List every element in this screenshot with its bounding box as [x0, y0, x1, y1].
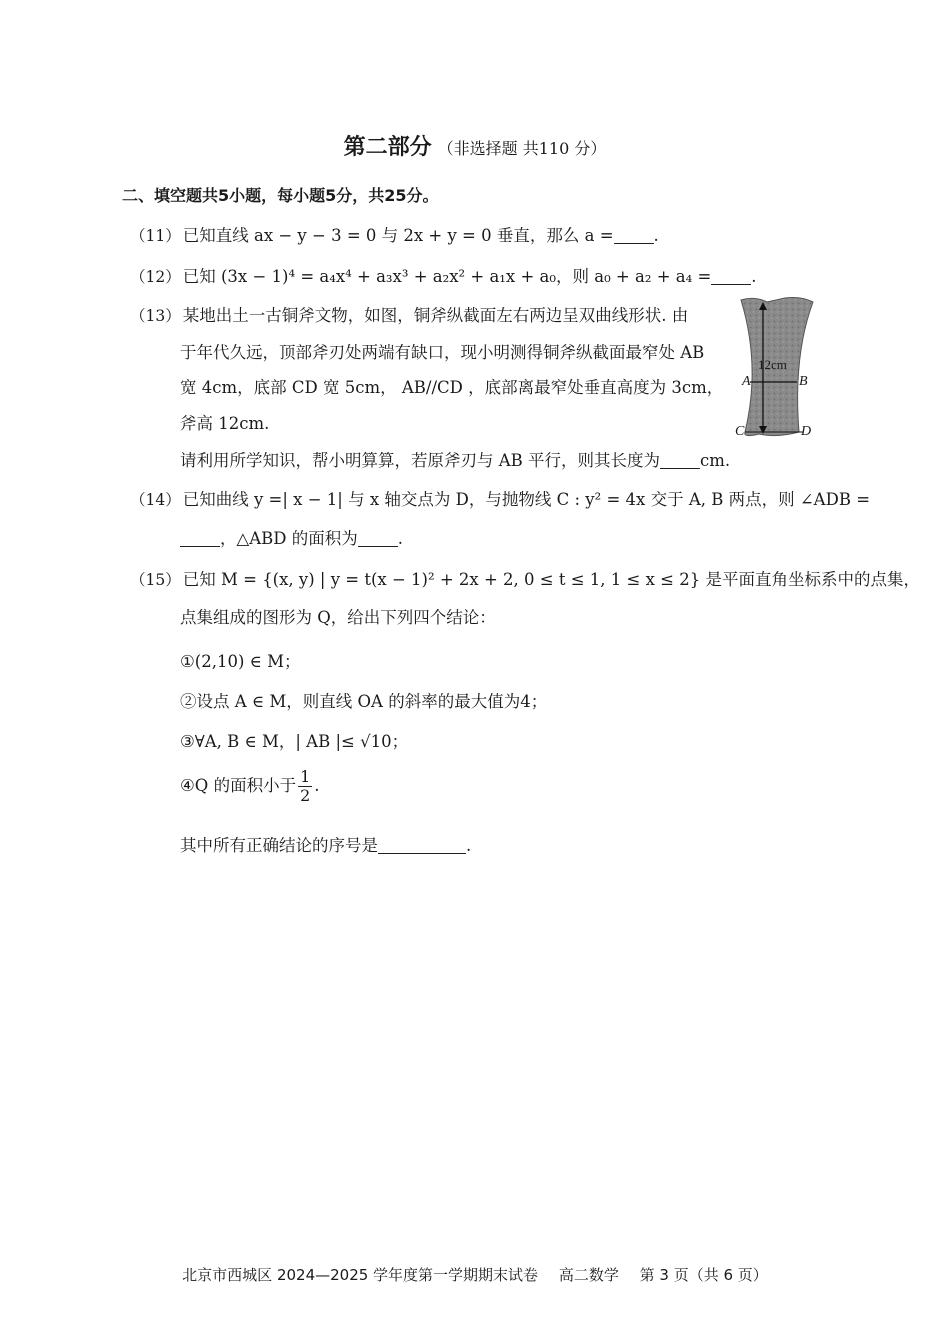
- label-c: C: [735, 424, 745, 439]
- fraction-one-half: [298, 768, 312, 805]
- section-heading: 二、填空题共5小题，每小题5分，共25分。: [122, 186, 439, 205]
- question-text: 已知 (3x − 1)⁴ = a₄x⁴ + a₃x³ + a₂x² + a₁x + a₀，则 a₀ + a₂ + a₄ =: [182, 267, 712, 286]
- footer-page-number: 第 3 页（共 6 页）: [639, 1266, 768, 1284]
- question-13-line3: 宽 4cm，底部 CD 宽 5cm， AB//CD ，底部离最窄处垂直高度为 3cm，: [180, 378, 724, 397]
- question-number: （13）: [130, 307, 181, 325]
- answer-blank: [358, 530, 398, 548]
- fraction-numerator: 1: [300, 767, 311, 786]
- conclusion-2: ②设点 A ∈ M，则直线 OA 的斜率的最大值为4；: [180, 692, 548, 711]
- question-15-answer: [180, 832, 471, 856]
- answer-blank: [660, 452, 700, 470]
- question-text: 已知直线 ax − y − 3 = 0 与 2x + y = 0 垂直，那么 a =: [182, 226, 614, 245]
- question-13-line5: [180, 447, 730, 471]
- conclusion-4-tail: .: [314, 776, 320, 795]
- question-14-line1: [130, 486, 870, 510]
- question-15-line2: 点集组成的图形为 Q，给出下列四个结论：: [180, 608, 496, 627]
- answer-blank: [614, 227, 654, 245]
- part-title: [0, 130, 950, 161]
- label-b: B: [799, 374, 808, 389]
- question-number: （14）: [130, 491, 181, 509]
- question-number: （11）: [130, 227, 181, 245]
- question-12: [130, 263, 757, 287]
- question-15-line1: [130, 566, 920, 590]
- question-13-line2: 于年代久远，顶部斧刃处两端有缺口，现小明测得铜斧纵截面最窄处 AB: [180, 343, 705, 362]
- answer-blank: [378, 837, 466, 855]
- part-title-sub: （非选择题 共110 分）: [437, 139, 607, 158]
- answer-blank: [180, 530, 220, 548]
- answer-tail: .: [466, 836, 472, 855]
- question-text: 某地出土一古铜斧文物，如图，铜斧纵截面左右两边呈双曲线形状. 由: [182, 306, 689, 325]
- question-text: 已知 M = {(x, y) | y = t(x − 1)² + 2x + 2, 0 ≤ t ≤ 1, 1 ≤ x ≤ 2} 是平面直角坐标系中的点集，: [182, 570, 920, 589]
- question-text: ，△ABD 的面积为: [220, 529, 358, 548]
- answer-prompt: 其中所有正确结论的序号是: [180, 836, 378, 855]
- part-title-main: 第二部分: [343, 135, 432, 160]
- footer-exam-name: 北京市西城区 2024—2025 学年度第一学期期末试卷: [182, 1266, 539, 1284]
- bronze-axe-figure: [737, 296, 819, 440]
- conclusion-1: ①(2,10) ∈ M；: [180, 652, 301, 671]
- question-tail: .: [751, 267, 757, 286]
- fraction-denominator: 2: [300, 786, 311, 805]
- footer-subject: 高二数学: [558, 1266, 619, 1284]
- conclusion-4-text: ④Q 的面积小于: [180, 776, 297, 795]
- conclusion-3: ③∀A, B ∈ M，| AB |≤ √10；: [180, 732, 409, 751]
- question-text: 请利用所学知识，帮小明算算，若原斧刃与 AB 平行，则其长度为: [180, 451, 661, 470]
- question-text: 已知曲线 y =| x − 1| 与 x 轴交点为 D，与抛物线 C : y² = 4x 交于 A, B 两点，则 ∠ADB =: [182, 490, 871, 509]
- label-a: A: [742, 374, 751, 389]
- page-footer: [0, 1264, 950, 1285]
- question-13-line1: [130, 302, 688, 326]
- question-13-line4: 斧高 12cm.: [180, 414, 270, 433]
- question-14-line2: [180, 525, 403, 549]
- conclusion-4: [180, 768, 320, 805]
- label-d: D: [801, 424, 812, 439]
- question-number: （15）: [130, 571, 181, 589]
- question-tail: .: [397, 529, 403, 548]
- height-label: 12cm: [758, 357, 787, 372]
- question-number: （12）: [130, 268, 181, 286]
- question-tail: .: [653, 226, 659, 245]
- question-tail: cm.: [700, 451, 731, 470]
- question-11: [130, 222, 659, 246]
- answer-blank: [711, 268, 751, 286]
